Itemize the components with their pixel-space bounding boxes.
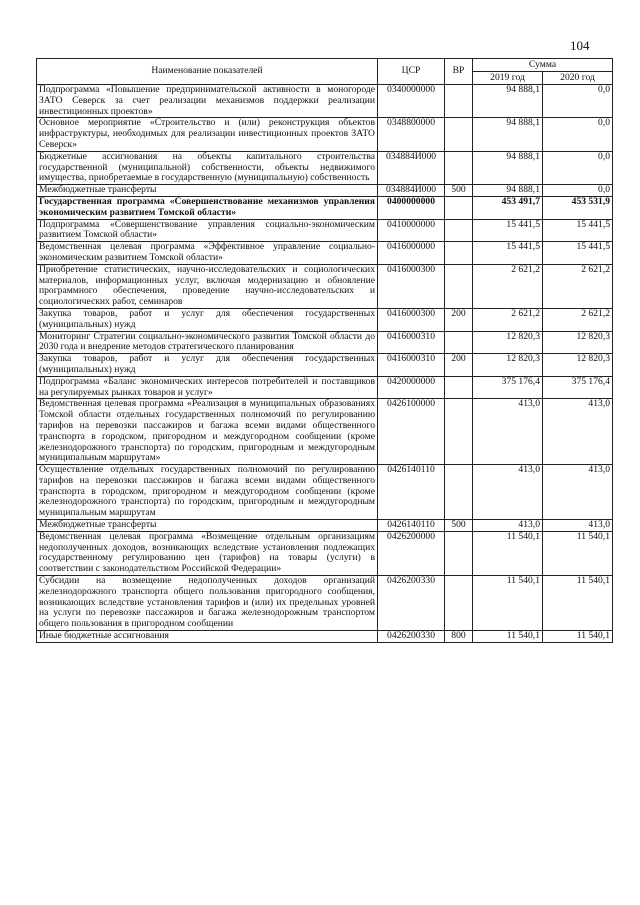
row-2020: 0,0: [543, 85, 613, 118]
table-row: [37, 399, 613, 465]
row-name: Государственная программа «Совершенствование механизмов управления экономическим развитием Томской области»: [37, 196, 378, 219]
row-csr: 0400000000: [378, 196, 445, 219]
table-row: [37, 376, 613, 399]
row-vr: [445, 85, 473, 118]
row-vr: [445, 196, 473, 219]
table-row: [37, 196, 613, 219]
row-2019: 2 621,2: [473, 264, 543, 308]
row-vr: [445, 399, 473, 465]
row-2020: 2 621,2: [543, 264, 613, 308]
row-csr: 0426200330: [378, 576, 445, 631]
table-row: [37, 264, 613, 308]
row-name: Закупка товаров, работ и услуг для обеспечения государственных (муниципальных) нужд: [37, 308, 378, 331]
row-2020: 11 540,1: [543, 631, 613, 643]
row-csr: 0426200330: [378, 631, 445, 643]
header-name: Наименование показателей: [37, 59, 378, 85]
table-row: [37, 151, 613, 184]
row-vr: [445, 118, 473, 151]
row-csr: 034884И000: [378, 151, 445, 184]
row-vr: [445, 576, 473, 631]
row-2019: 413,0: [473, 520, 543, 532]
row-2019: 11 540,1: [473, 531, 543, 575]
page-number: 104: [570, 38, 590, 53]
row-2019: 94 888,1: [473, 85, 543, 118]
row-2019: 94 888,1: [473, 185, 543, 197]
row-vr: [445, 376, 473, 399]
header-year-2020: 2020 год: [543, 72, 613, 85]
row-vr: 200: [445, 308, 473, 331]
row-2020: 413,0: [543, 399, 613, 465]
row-2020: 0,0: [543, 185, 613, 197]
row-vr: [445, 242, 473, 265]
row-vr: [445, 264, 473, 308]
row-csr: 0348800000: [378, 118, 445, 151]
row-name: Ведомственная целевая программа «Реализация в муниципальных образованиях Томской области отдельных государственных полномочий по регулированию тарифов на перевозки пассажиров и багажа всеми видами общественного транспорта в городском, пригородном и междугородном сообщении (кроме железнодорожного транспорта) по городским, пригородным и междугородным муниципальным маршрутам»: [37, 399, 378, 465]
row-2019: 453 491,7: [473, 196, 543, 219]
row-vr: [445, 531, 473, 575]
row-csr: 0426140110: [378, 520, 445, 532]
row-2019: 12 820,3: [473, 331, 543, 354]
row-name: Бюджетные ассигнования на объекты капитального строительства государственной (муниципальной) собственности, объекты недвижимого имущества, приобретаемые в государственную (муниципальную) собственность: [37, 151, 378, 184]
row-name: Мониторинг Стратегии социально-экономического развития Томской области до 2030 года и внедрение методов стратегического планирования: [37, 331, 378, 354]
row-2019: 12 820,3: [473, 354, 543, 377]
row-2020: 0,0: [543, 151, 613, 184]
row-2019: 15 441,5: [473, 219, 543, 242]
row-name: Ведомственная целевая программа «Возмещение отдельным организациям недополученных доходов, возникающих вследствие установления подлежащих государственному регулированию цен (тарифов) на товары (услуги) в соответствии с законодательством Российской Федерации»: [37, 531, 378, 575]
row-name: Подпрограмма «Совершенствование управления социально-экономическим развитием Томской области»: [37, 219, 378, 242]
table-row: [37, 531, 613, 575]
table-row: [37, 308, 613, 331]
row-2019: 375 176,4: [473, 376, 543, 399]
row-2019: 15 441,5: [473, 242, 543, 265]
row-2019: 413,0: [473, 399, 543, 465]
header-sum: Сумма: [473, 59, 613, 72]
row-csr: 0416000000: [378, 242, 445, 265]
row-vr: [445, 331, 473, 354]
row-csr: 0410000000: [378, 219, 445, 242]
row-vr: 800: [445, 631, 473, 643]
table-row: [37, 331, 613, 354]
header-year-2019: 2019 год: [473, 72, 543, 85]
row-name: Закупка товаров, работ и услуг для обеспечения государственных (муниципальных) нужд: [37, 354, 378, 377]
row-vr: 200: [445, 354, 473, 377]
table-row: [37, 576, 613, 631]
table-row: [37, 242, 613, 265]
table-row: [37, 354, 613, 377]
row-2020: 15 441,5: [543, 242, 613, 265]
row-2019: 413,0: [473, 465, 543, 520]
row-2019: 11 540,1: [473, 631, 543, 643]
row-name: Приобретение статистических, научно-исследовательских и социологических материалов, информационных услуг, включая модернизацию и обновление программного обеспечения, проведение научно-исследовательских и социологических работ, семинаров: [37, 264, 378, 308]
row-2019: 2 621,2: [473, 308, 543, 331]
row-csr: 0426100000: [378, 399, 445, 465]
table-row: [37, 118, 613, 151]
table-body: [37, 85, 613, 643]
row-name: Субсидии на возмещение недополученных доходов организаций железнодорожного транспорта общего пользования пригородного сообщения, возникающих вследствие установления тарифов и (или) их предельных уровней на услуги по перевозке пассажиров и багажа железнодорожным транспортом общего пользования в пригородном сообщении: [37, 576, 378, 631]
budget-table: [36, 58, 613, 643]
table-row: [37, 465, 613, 520]
row-csr: 0416000310: [378, 331, 445, 354]
row-2020: 11 540,1: [543, 531, 613, 575]
row-name: Подпрограмма «Баланс экономических интересов потребителей и поставщиков на регулируемых рынках товаров и услуг»: [37, 376, 378, 399]
row-2019: 94 888,1: [473, 151, 543, 184]
row-2020: 11 540,1: [543, 576, 613, 631]
row-vr: [445, 219, 473, 242]
row-name: Межбюджетные трансферты: [37, 185, 378, 197]
row-name: Осуществление отдельных государственных полномочий по регулированию тарифов на перевозки пассажиров и багажа всеми видами общественного транспорта в городском, пригородном и междугородном сообщении (кроме железнодорожного транспорта) по городским, пригородным и междугородным муниципальным маршрутам: [37, 465, 378, 520]
row-csr: 0416000310: [378, 354, 445, 377]
row-2020: 2 621,2: [543, 308, 613, 331]
row-vr: [445, 151, 473, 184]
row-2019: 94 888,1: [473, 118, 543, 151]
row-csr: 0416000300: [378, 264, 445, 308]
row-2020: 12 820,3: [543, 331, 613, 354]
table-row: [37, 631, 613, 643]
row-csr: 0426200000: [378, 531, 445, 575]
row-csr: 0340000000: [378, 85, 445, 118]
row-2020: 12 820,3: [543, 354, 613, 377]
table-row: [37, 520, 613, 532]
header-csr: ЦСР: [378, 59, 445, 85]
row-csr: 034884И000: [378, 185, 445, 197]
table-row: [37, 219, 613, 242]
row-csr: 0420000000: [378, 376, 445, 399]
row-2020: 413,0: [543, 465, 613, 520]
row-name: Межбюджетные трансферты: [37, 520, 378, 532]
header-vr: ВР: [445, 59, 473, 85]
table-row: [37, 85, 613, 118]
row-2020: 0,0: [543, 118, 613, 151]
row-2020: 375 176,4: [543, 376, 613, 399]
row-2020: 413,0: [543, 520, 613, 532]
row-name: Иные бюджетные ассигнования: [37, 631, 378, 643]
row-vr: 500: [445, 185, 473, 197]
row-2020: 453 531,9: [543, 196, 613, 219]
row-csr: 0426140110: [378, 465, 445, 520]
row-name: Ведомственная целевая программа «Эффективное управление социально-экономическим развитием Томской области»: [37, 242, 378, 265]
table-row: [37, 185, 613, 197]
row-vr: [445, 465, 473, 520]
row-name: Подпрограмма «Повышение предпринимательской активности в моногороде ЗАТО Северск за счет реализации механизмов поддержки реализации инвестиционных проектов»: [37, 85, 378, 118]
row-name: Основное мероприятие «Строительство и (или) реконструкция объектов инфраструктуры, необходимых для реализации инвестиционных проектов ЗАТО Северск»: [37, 118, 378, 151]
row-vr: 500: [445, 520, 473, 532]
row-csr: 0416000300: [378, 308, 445, 331]
row-2020: 15 441,5: [543, 219, 613, 242]
row-2019: 11 540,1: [473, 576, 543, 631]
